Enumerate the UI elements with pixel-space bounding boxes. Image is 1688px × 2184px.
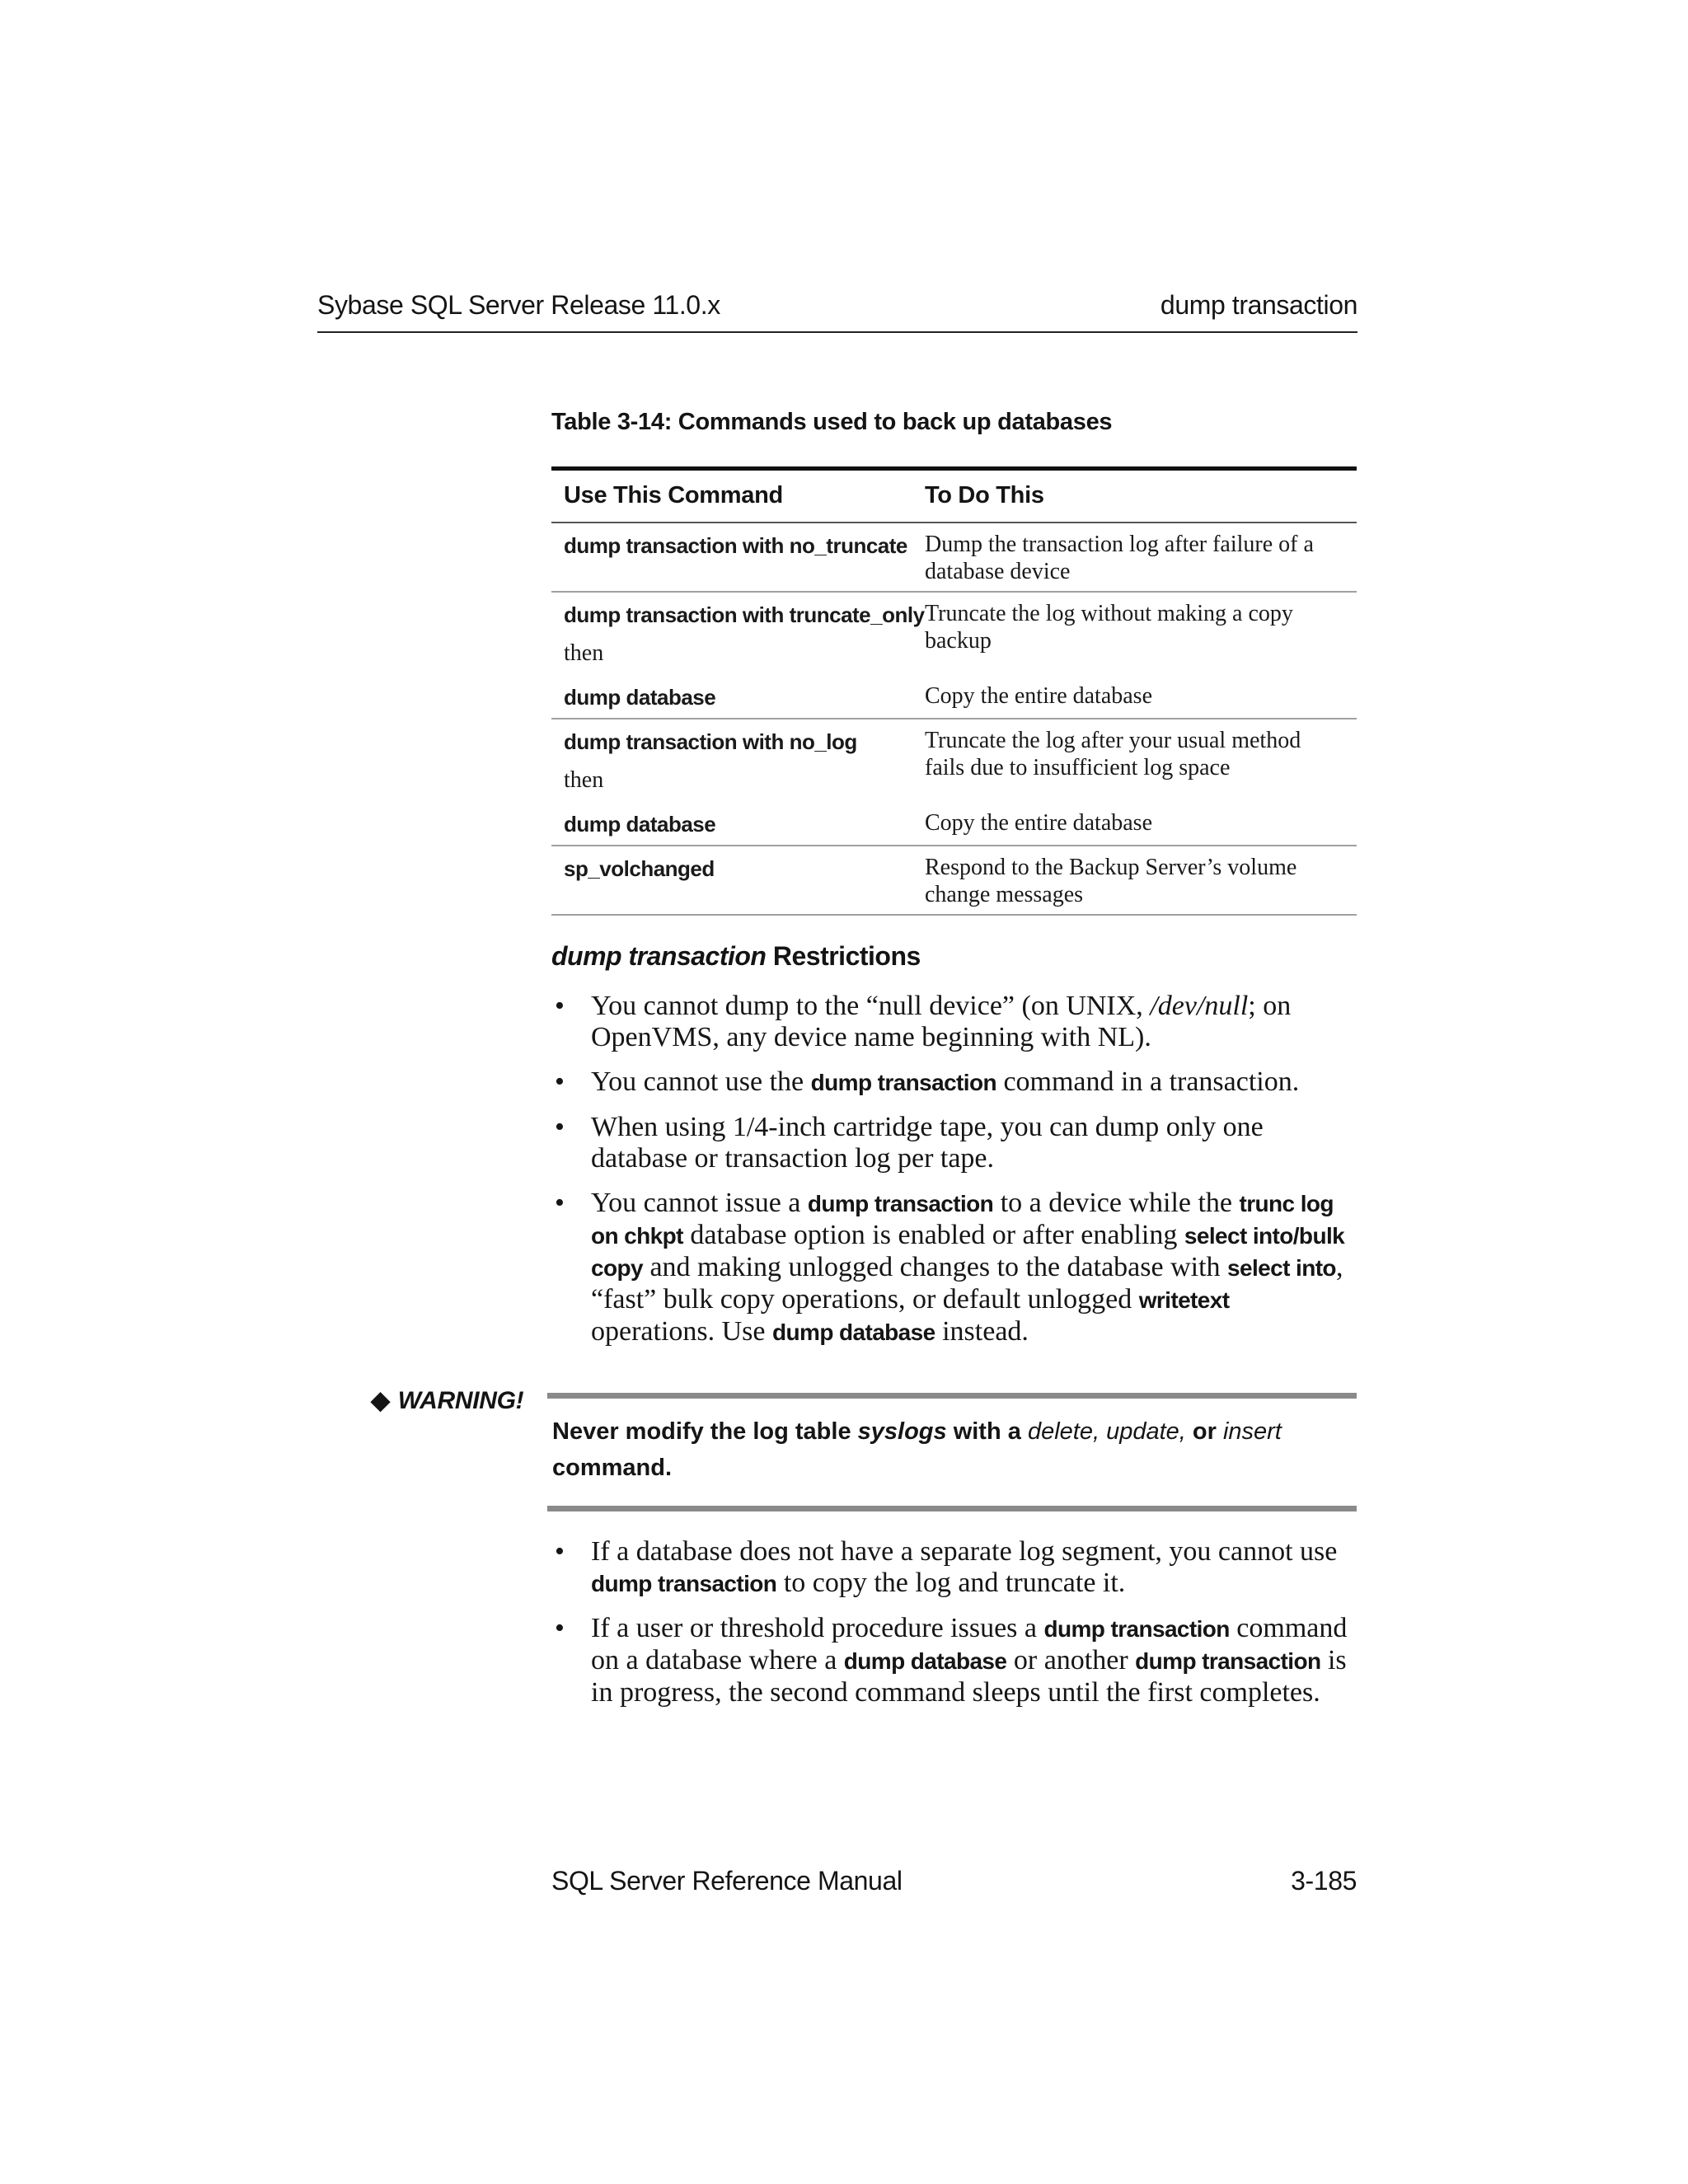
command-cell: sp_volchanged <box>564 856 715 881</box>
restrictions-list-continued <box>551 1536 1359 1722</box>
bullet-icon: • <box>555 1112 565 1142</box>
device-path: /dev/null <box>1150 991 1249 1021</box>
list-item: • When using 1/4-inch cartridge tape, you can dump only one database or transaction log per tape. <box>555 1112 1264 1174</box>
footer-manual-title: SQL Server Reference Manual <box>551 1866 903 1896</box>
table-header-row <box>551 471 1357 523</box>
warning-label: ◆ WARNING! <box>371 1387 524 1414</box>
heading-command-name: dump transaction <box>551 941 767 971</box>
inline-command: dump database <box>843 1648 1007 1674</box>
inline-command: writetext <box>1138 1287 1230 1313</box>
bullet-icon: • <box>555 1066 565 1097</box>
description-line: Dump the transaction log after failure of a <box>925 532 1314 557</box>
inline-command: dump database <box>772 1319 935 1345</box>
then-text: then <box>564 767 604 793</box>
inline-command: insert <box>1222 1418 1282 1445</box>
bullet-icon: • <box>555 1536 565 1567</box>
command-cell: dump database <box>564 685 716 710</box>
list-item: • If a database does not have a separate log segment, you cannot use dump transaction to copy the log and truncate it. <box>555 1536 1338 1598</box>
diamond-icon: ◆ <box>371 1387 390 1414</box>
inline-command: dump transaction <box>1135 1648 1321 1674</box>
list-item: • You cannot dump to the “null device” (on UNIX, /dev/null; on OpenVMS, any device name beginning with NL). <box>555 991 1292 1052</box>
list-item: • You cannot issue a dump transaction to a device while the trunc log on chkpt database option is enabled or after enabling select into/bulk copy and making unlogged changes to the database with select into, “fast” bulk copy operations, or default unlogged writetext operations. Use dump database instead. <box>555 1188 1345 1347</box>
description-line: change messages <box>925 882 1084 907</box>
command-cell: dump transaction with no_truncate <box>564 533 907 558</box>
description-line: database device <box>925 559 1071 584</box>
bullet-icon: • <box>555 991 565 1021</box>
bullet-icon: • <box>555 1188 565 1218</box>
description-line: Copy the entire database <box>925 810 1153 836</box>
header-manual-release: Sybase SQL Server Release 11.0.x <box>317 290 720 320</box>
inline-command: dump transaction <box>807 1191 994 1216</box>
running-header <box>317 285 1357 333</box>
command-cell: dump transaction with truncate_only <box>564 602 925 627</box>
description-line: backup <box>925 628 992 654</box>
table-row <box>551 523 1357 593</box>
description-line: Copy the entire database <box>925 683 1153 709</box>
bullet-icon: • <box>555 1613 565 1643</box>
warning-text: Never modify the log table syslogs with a delete, update, or insert command. <box>552 1418 1282 1481</box>
header-section-title: dump transaction <box>1160 290 1357 320</box>
list-item: • You cannot use the dump transaction command in a transaction. <box>555 1066 1300 1097</box>
table-name: syslogs <box>857 1418 947 1445</box>
restrictions-list <box>551 991 1359 1361</box>
inline-command: dump transaction <box>1043 1616 1230 1642</box>
table-row <box>551 593 1357 719</box>
heading-text: Restrictions <box>766 941 921 971</box>
command-cell: dump transaction with no_log <box>564 729 857 754</box>
inline-command: trunc log on chkpt <box>591 1191 1334 1249</box>
command-cell: dump database <box>564 812 716 837</box>
description-line: fails due to insufficient log space <box>925 755 1231 780</box>
inline-command: dump transaction <box>591 1571 777 1596</box>
column-header-purpose: To Do This <box>925 482 1044 509</box>
inline-command: select into/bulk copy <box>591 1223 1345 1281</box>
column-header-command: Use This Command <box>564 482 783 509</box>
page-number: 3-185 <box>1291 1866 1357 1896</box>
then-text: then <box>564 640 604 666</box>
commands-table <box>551 466 1357 916</box>
description-line: Truncate the log after your usual method <box>925 728 1301 753</box>
table-row <box>551 846 1357 916</box>
table-row <box>551 719 1357 846</box>
inline-command: select into <box>1227 1255 1336 1281</box>
description-line: Respond to the Backup Server’s volume <box>925 855 1297 880</box>
section-heading <box>551 941 921 972</box>
inline-command: delete, update, <box>1027 1418 1186 1445</box>
inline-command: dump transaction <box>810 1070 996 1095</box>
description-line: Truncate the log without making a copy <box>925 601 1293 626</box>
list-item: • If a user or threshold procedure issues a dump transaction command on a database where a dump database or another dump transaction is in progress, the second command sleeps until the first completes. <box>555 1613 1348 1708</box>
warning-box <box>547 1393 1357 1511</box>
table-caption: Table 3-14: Commands used to back up databases <box>551 409 1113 435</box>
